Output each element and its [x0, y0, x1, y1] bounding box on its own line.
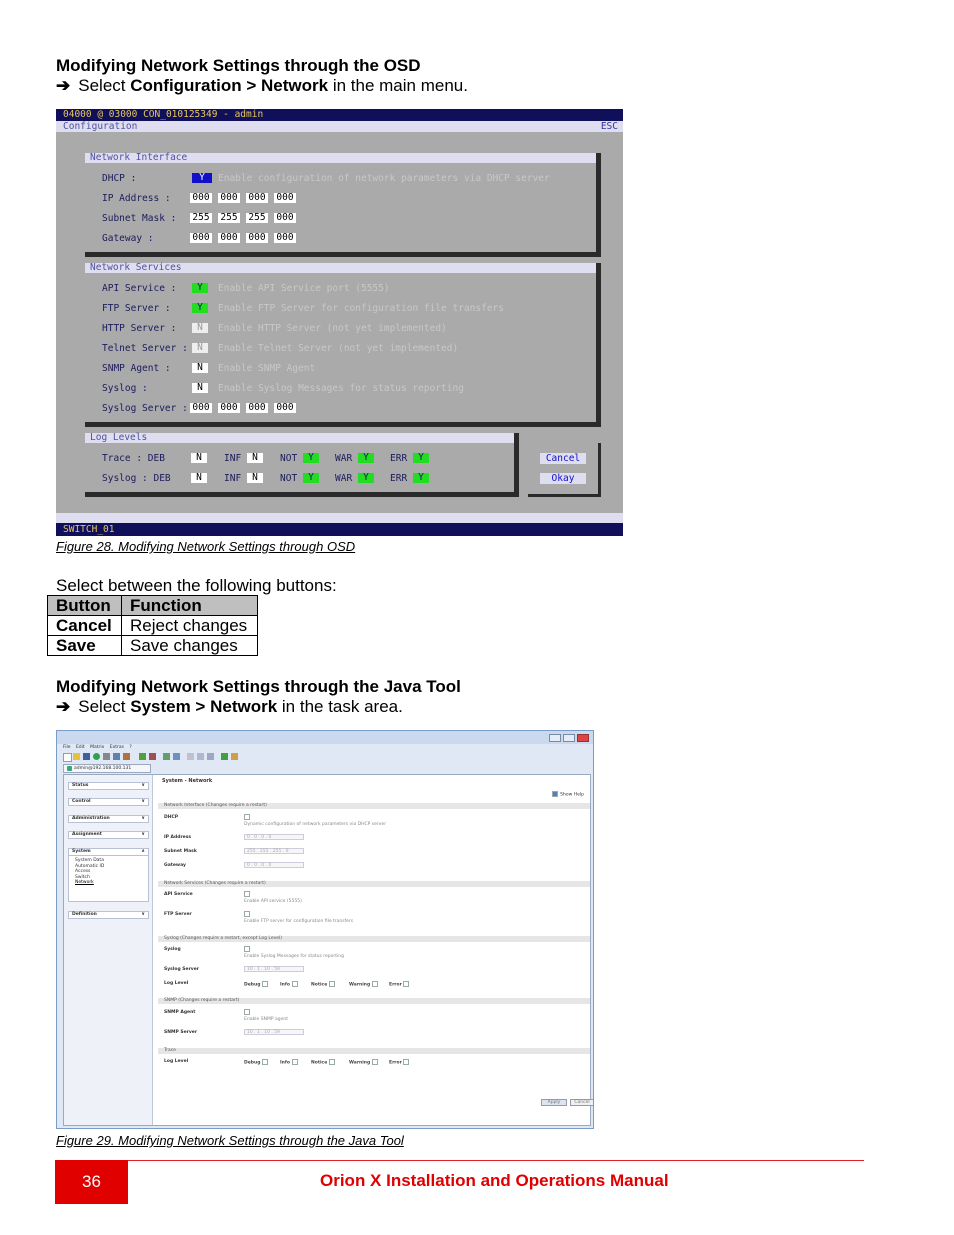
ftp-server-checkbox[interactable] — [244, 911, 252, 918]
osd-cancel-button[interactable]: Cancel — [540, 453, 586, 464]
checkbox-icon — [329, 981, 335, 987]
osd-network-services-panel: Network Services API Service : Y Enable API Service port (5555) FTP Server : Y Enable FTP Server for configuration file transfers HTTP Server : N Enable HTTP Server (not yet implemented) Telnet Server : N Enable Telnet Server (not yet implemented) SNMP Agent : N Enable SNMP Agent Syslog : N Enable Syslog Messages for status reporting Syslog Server : 000 000 000 000 — [85, 263, 601, 427]
ip-address-input[interactable]: 0 . 0 . 0 . 0 — [244, 834, 304, 840]
content-area — [63, 774, 591, 1126]
osd-network-interface-panel: Network Interface DHCP : Y Enable configuration of network parameters via DHCP server IP Address : 000 000 000 000 Subnet Mask : 255 255 255 000 Gateway : 000 000 000 000 — [85, 153, 601, 257]
group-syslog: Syslog (Changes require a restart, except Log Level) — [158, 936, 590, 942]
checkbox-icon — [403, 1059, 409, 1065]
close-icon[interactable] — [577, 734, 589, 742]
osd-trace-not[interactable]: Y — [303, 453, 319, 463]
sidebar-item-definition[interactable]: Definition ∨ — [68, 911, 149, 919]
checkbox-icon — [403, 981, 409, 987]
page-title: System - Network — [162, 778, 213, 784]
osd-trace-inf[interactable]: N — [247, 453, 263, 463]
syslog-level-error[interactable]: Error — [389, 981, 411, 988]
osd-ip-octet[interactable]: 000 — [218, 193, 240, 203]
osd-ip-octet[interactable]: 000 — [246, 193, 268, 203]
menu-extras[interactable]: Extras — [109, 745, 124, 750]
osd-esc[interactable]: ESC — [600, 121, 618, 132]
table-header: Button — [48, 596, 122, 616]
osd-syslog-war[interactable]: Y — [358, 473, 374, 483]
checkbox-icon — [292, 1059, 298, 1065]
osd-trace-war[interactable]: Y — [358, 453, 374, 463]
osd-top-bar: 04000 @ 03000 CON_010125349 - admin — [56, 109, 623, 121]
connection-tab[interactable]: admin@192.168.100.131 — [63, 764, 151, 773]
osd-snmp-agent-toggle[interactable]: N — [192, 363, 208, 373]
table-cell: Cancel — [48, 616, 122, 636]
save-icon[interactable] — [83, 753, 90, 760]
download-icon[interactable] — [173, 753, 180, 760]
cut-icon[interactable] — [103, 753, 110, 760]
show-help-checkbox[interactable]: Show Help — [552, 791, 584, 798]
syslog-level-warning[interactable]: Warning — [349, 981, 380, 988]
figure-29-caption: Figure 29. Modifying Network Settings through the Java Tool — [56, 1133, 404, 1148]
cancel-button[interactable]: Cancel — [570, 1099, 594, 1106]
report-icon[interactable] — [197, 753, 204, 760]
syslog-checkbox[interactable] — [244, 946, 252, 953]
osd-configuration-bar: Configuration ESC — [56, 121, 623, 132]
osd-syslog-server-octet[interactable]: 000 — [274, 403, 296, 413]
chevron-down-icon: ∨ — [141, 783, 145, 788]
chevron-down-icon: ∨ — [141, 799, 145, 804]
sidebar-subitem-automatic-id[interactable]: Automatic ID — [75, 863, 105, 869]
osd-gateway-octet[interactable]: 000 — [190, 233, 212, 243]
upload-icon[interactable] — [163, 753, 170, 760]
menu-edit[interactable]: Edit — [75, 745, 85, 750]
osd-log-levels-panel: Log Levels Trace : DEB N INF N NOT Y WAR Y ERR Y Syslog : DEB N INF N NOT Y WAR Y ERR Y — [85, 433, 519, 497]
osd-footer-bar: SWITCH_01 — [56, 523, 623, 536]
manual-title: Orion X Installation and Operations Manual — [320, 1171, 669, 1190]
sidebar-subitem-switch[interactable]: Switch — [75, 874, 90, 880]
trace-level-warning[interactable]: Warning — [349, 1059, 380, 1066]
window-title-bar — [57, 731, 593, 744]
syslog-level-notice[interactable]: Notice — [311, 981, 337, 988]
syslog-server-input[interactable]: 10 . 1 . 10 . 59 — [244, 966, 304, 972]
osd-okay-button[interactable]: Okay — [540, 473, 586, 484]
osd-gateway-octet[interactable]: 000 — [218, 233, 240, 243]
subnet-mask-input[interactable]: 255 . 255 . 255 . 0 — [244, 848, 304, 854]
osd-gateway-octet[interactable]: 000 — [246, 233, 268, 243]
trace-level-error[interactable]: Error — [389, 1059, 411, 1066]
network-settings-panel: System - Network Show Help Network Interface (Changes require a restart) DHCP Dynamic configuration of network parameters via DHCP server IP Address 0 . 0 . 0 . 0 Subnet Mask 255 . 255 . 255 . 0 Gateway 0 . 0 . 0 . 0 Network Services (Changes require a restart) API Service Enable API service (5555) FTP Server Enable FTP server for configuration file transfers Syslog (Changes require a restart, except Log Level) Syslog Enable Syslog Messages for status reporting Syslog Server 10 . 1 . 10 . 59 Log Level Debug Info Notice Warning Error SNMP (Changes require a restart) SNMP Agent Enable SNMP agent SNMP Server 10 . 1 . 10 . 59 Trace Log Level Debug Info Notice Warning Error Apply Cancel — [156, 775, 590, 1125]
table-row — [48, 636, 258, 656]
open-folder-icon[interactable] — [73, 753, 80, 760]
table-cell: Reject changes — [122, 616, 258, 636]
footer-divider — [56, 1160, 864, 1161]
table-row — [48, 616, 258, 636]
group-trace: Trace — [158, 1048, 590, 1054]
trace-level-info[interactable]: Info — [280, 1059, 300, 1066]
osd-http-server-toggle[interactable]: N — [192, 323, 208, 333]
figure-28-caption: Figure 28. Modifying Network Settings through OSD — [56, 539, 356, 554]
table-header-row — [48, 596, 258, 616]
new-icon[interactable] — [63, 753, 72, 762]
dhcp-checkbox[interactable] — [244, 814, 252, 821]
connection-icon — [67, 766, 72, 771]
checkbox-icon — [262, 981, 268, 987]
sidebar-item-system[interactable]: System ∧ — [68, 848, 149, 856]
sidebar-item-administration[interactable]: Administration ∨ — [68, 815, 149, 823]
osd-ip-octet[interactable]: 000 — [190, 193, 212, 203]
osd-trace-err[interactable]: Y — [413, 453, 429, 463]
copy-icon[interactable] — [113, 753, 120, 760]
section-heading-osd: Modifying Network Settings through the OSD — [56, 56, 421, 75]
osd-ftp-server-toggle[interactable]: Y — [192, 303, 208, 313]
sidebar-subitem-network[interactable]: Network — [75, 880, 94, 885]
osd-api-service-toggle[interactable]: Y — [192, 283, 208, 293]
syslog-level-info[interactable]: Info — [280, 981, 300, 988]
instruction-java: ➔ Select System > Network in the task area. — [56, 697, 403, 716]
table-cell: Save — [48, 636, 122, 656]
osd-subnet-octet[interactable]: 255 — [218, 213, 240, 223]
osd-bottom-bar — [56, 513, 623, 523]
paste-icon[interactable] — [123, 753, 130, 760]
osd-syslog-inf[interactable]: N — [247, 473, 263, 483]
osd-dhcp-toggle[interactable]: Y — [192, 173, 212, 183]
button-function-table — [47, 595, 258, 656]
checkbox-icon — [552, 791, 558, 797]
osd-syslog-not[interactable]: Y — [303, 473, 319, 483]
chevron-down-icon: ∨ — [141, 912, 145, 917]
osd-trace-deb[interactable]: N — [191, 453, 207, 463]
osd-ip-octet[interactable]: 000 — [274, 193, 296, 203]
osd-syslog-server-octet[interactable]: 000 — [246, 403, 268, 413]
syslog-level-debug[interactable]: Debug — [244, 981, 270, 988]
group-network-services: Network Services (Changes require a restart) — [158, 881, 590, 887]
osd-telnet-server-toggle[interactable]: N — [192, 343, 208, 353]
sidebar-item-control[interactable]: Control ∨ — [68, 798, 149, 806]
osd-screenshot — [56, 109, 623, 536]
apply-button[interactable]: Apply — [541, 1099, 567, 1106]
minimize-icon[interactable] — [549, 734, 561, 742]
disconnect-icon[interactable] — [149, 753, 156, 760]
osd-subnet-octet[interactable]: 255 — [246, 213, 268, 223]
chart-icon[interactable] — [207, 753, 214, 760]
checkbox-icon — [372, 981, 378, 987]
osd-gateway-octet[interactable]: 000 — [274, 233, 296, 243]
page-number: 36 — [55, 1160, 128, 1204]
sidebar-subitem-access[interactable]: Access — [75, 869, 91, 874]
monitor-icon[interactable] — [221, 753, 228, 760]
refresh-icon[interactable] — [93, 753, 100, 760]
chevron-down-icon: ∨ — [141, 816, 145, 821]
task-sidebar — [64, 775, 153, 1125]
checkbox-icon — [244, 946, 250, 952]
checkbox-icon — [372, 1059, 378, 1065]
osd-subnet-octet[interactable]: 255 — [190, 213, 212, 223]
menu-help[interactable]: ? — [129, 745, 132, 750]
osd-syslog-server-octet[interactable]: 000 — [190, 403, 212, 413]
table-header: Function — [122, 596, 258, 616]
checkbox-icon — [244, 1009, 250, 1015]
osd-subnet-octet[interactable]: 000 — [274, 213, 296, 223]
menu-matrix[interactable]: Matrix — [90, 745, 105, 750]
checkbox-icon — [244, 814, 250, 820]
osd-buttons-panel — [528, 443, 601, 497]
snmp-server-input[interactable]: 10 . 1 . 10 . 59 — [244, 1029, 304, 1035]
checkbox-icon — [244, 911, 250, 917]
sidebar-item-assignment[interactable]: Assignment ∨ — [68, 831, 149, 839]
group-snmp: SNMP (Changes require a restart) — [158, 998, 590, 1004]
buttons-intro: Select between the following buttons: — [56, 576, 337, 595]
group-network-interface: Network Interface (Changes require a restart) — [158, 803, 590, 809]
table-cell: Save changes — [122, 636, 258, 656]
arrow-right-icon: ➔ — [56, 697, 71, 716]
snmp-agent-checkbox[interactable] — [244, 1009, 252, 1016]
sidebar-item-status[interactable]: Status ∨ — [68, 782, 149, 790]
osd-syslog-server-octet[interactable]: 000 — [218, 403, 240, 413]
osd-syslog-err[interactable]: Y — [413, 473, 429, 483]
osd-syslog-toggle[interactable]: N — [192, 383, 208, 393]
chevron-down-icon: ∨ — [141, 832, 145, 837]
section-heading-java: Modifying Network Settings through the Java Tool — [56, 677, 461, 696]
osd-syslog-deb[interactable]: N — [191, 473, 207, 483]
arrow-right-icon: ➔ — [56, 76, 71, 95]
connect-icon[interactable] — [139, 753, 146, 760]
menu-bar — [63, 744, 136, 752]
checkbox-icon — [244, 891, 250, 897]
sidebar-subitem-system-data[interactable]: System Data — [75, 858, 104, 863]
gateway-input[interactable]: 0 . 0 . 0 . 0 — [244, 862, 304, 868]
instruction-osd: ➔ Select Configuration > Network in the main menu. — [56, 76, 468, 95]
chevron-up-icon: ∧ — [141, 849, 145, 854]
system-subitems — [68, 856, 149, 902]
trace-level-notice[interactable]: Notice — [311, 1059, 337, 1066]
menu-file[interactable]: File — [63, 745, 71, 750]
key-icon[interactable] — [231, 753, 238, 760]
maximize-icon[interactable] — [563, 734, 575, 742]
java-tool-screenshot — [56, 730, 594, 1129]
checkbox-icon — [292, 981, 298, 987]
checkbox-icon — [329, 1059, 335, 1065]
checkbox-icon — [262, 1059, 268, 1065]
trace-level-debug[interactable]: Debug — [244, 1059, 270, 1066]
api-service-checkbox[interactable] — [244, 891, 252, 898]
document-icon[interactable] — [187, 753, 194, 760]
